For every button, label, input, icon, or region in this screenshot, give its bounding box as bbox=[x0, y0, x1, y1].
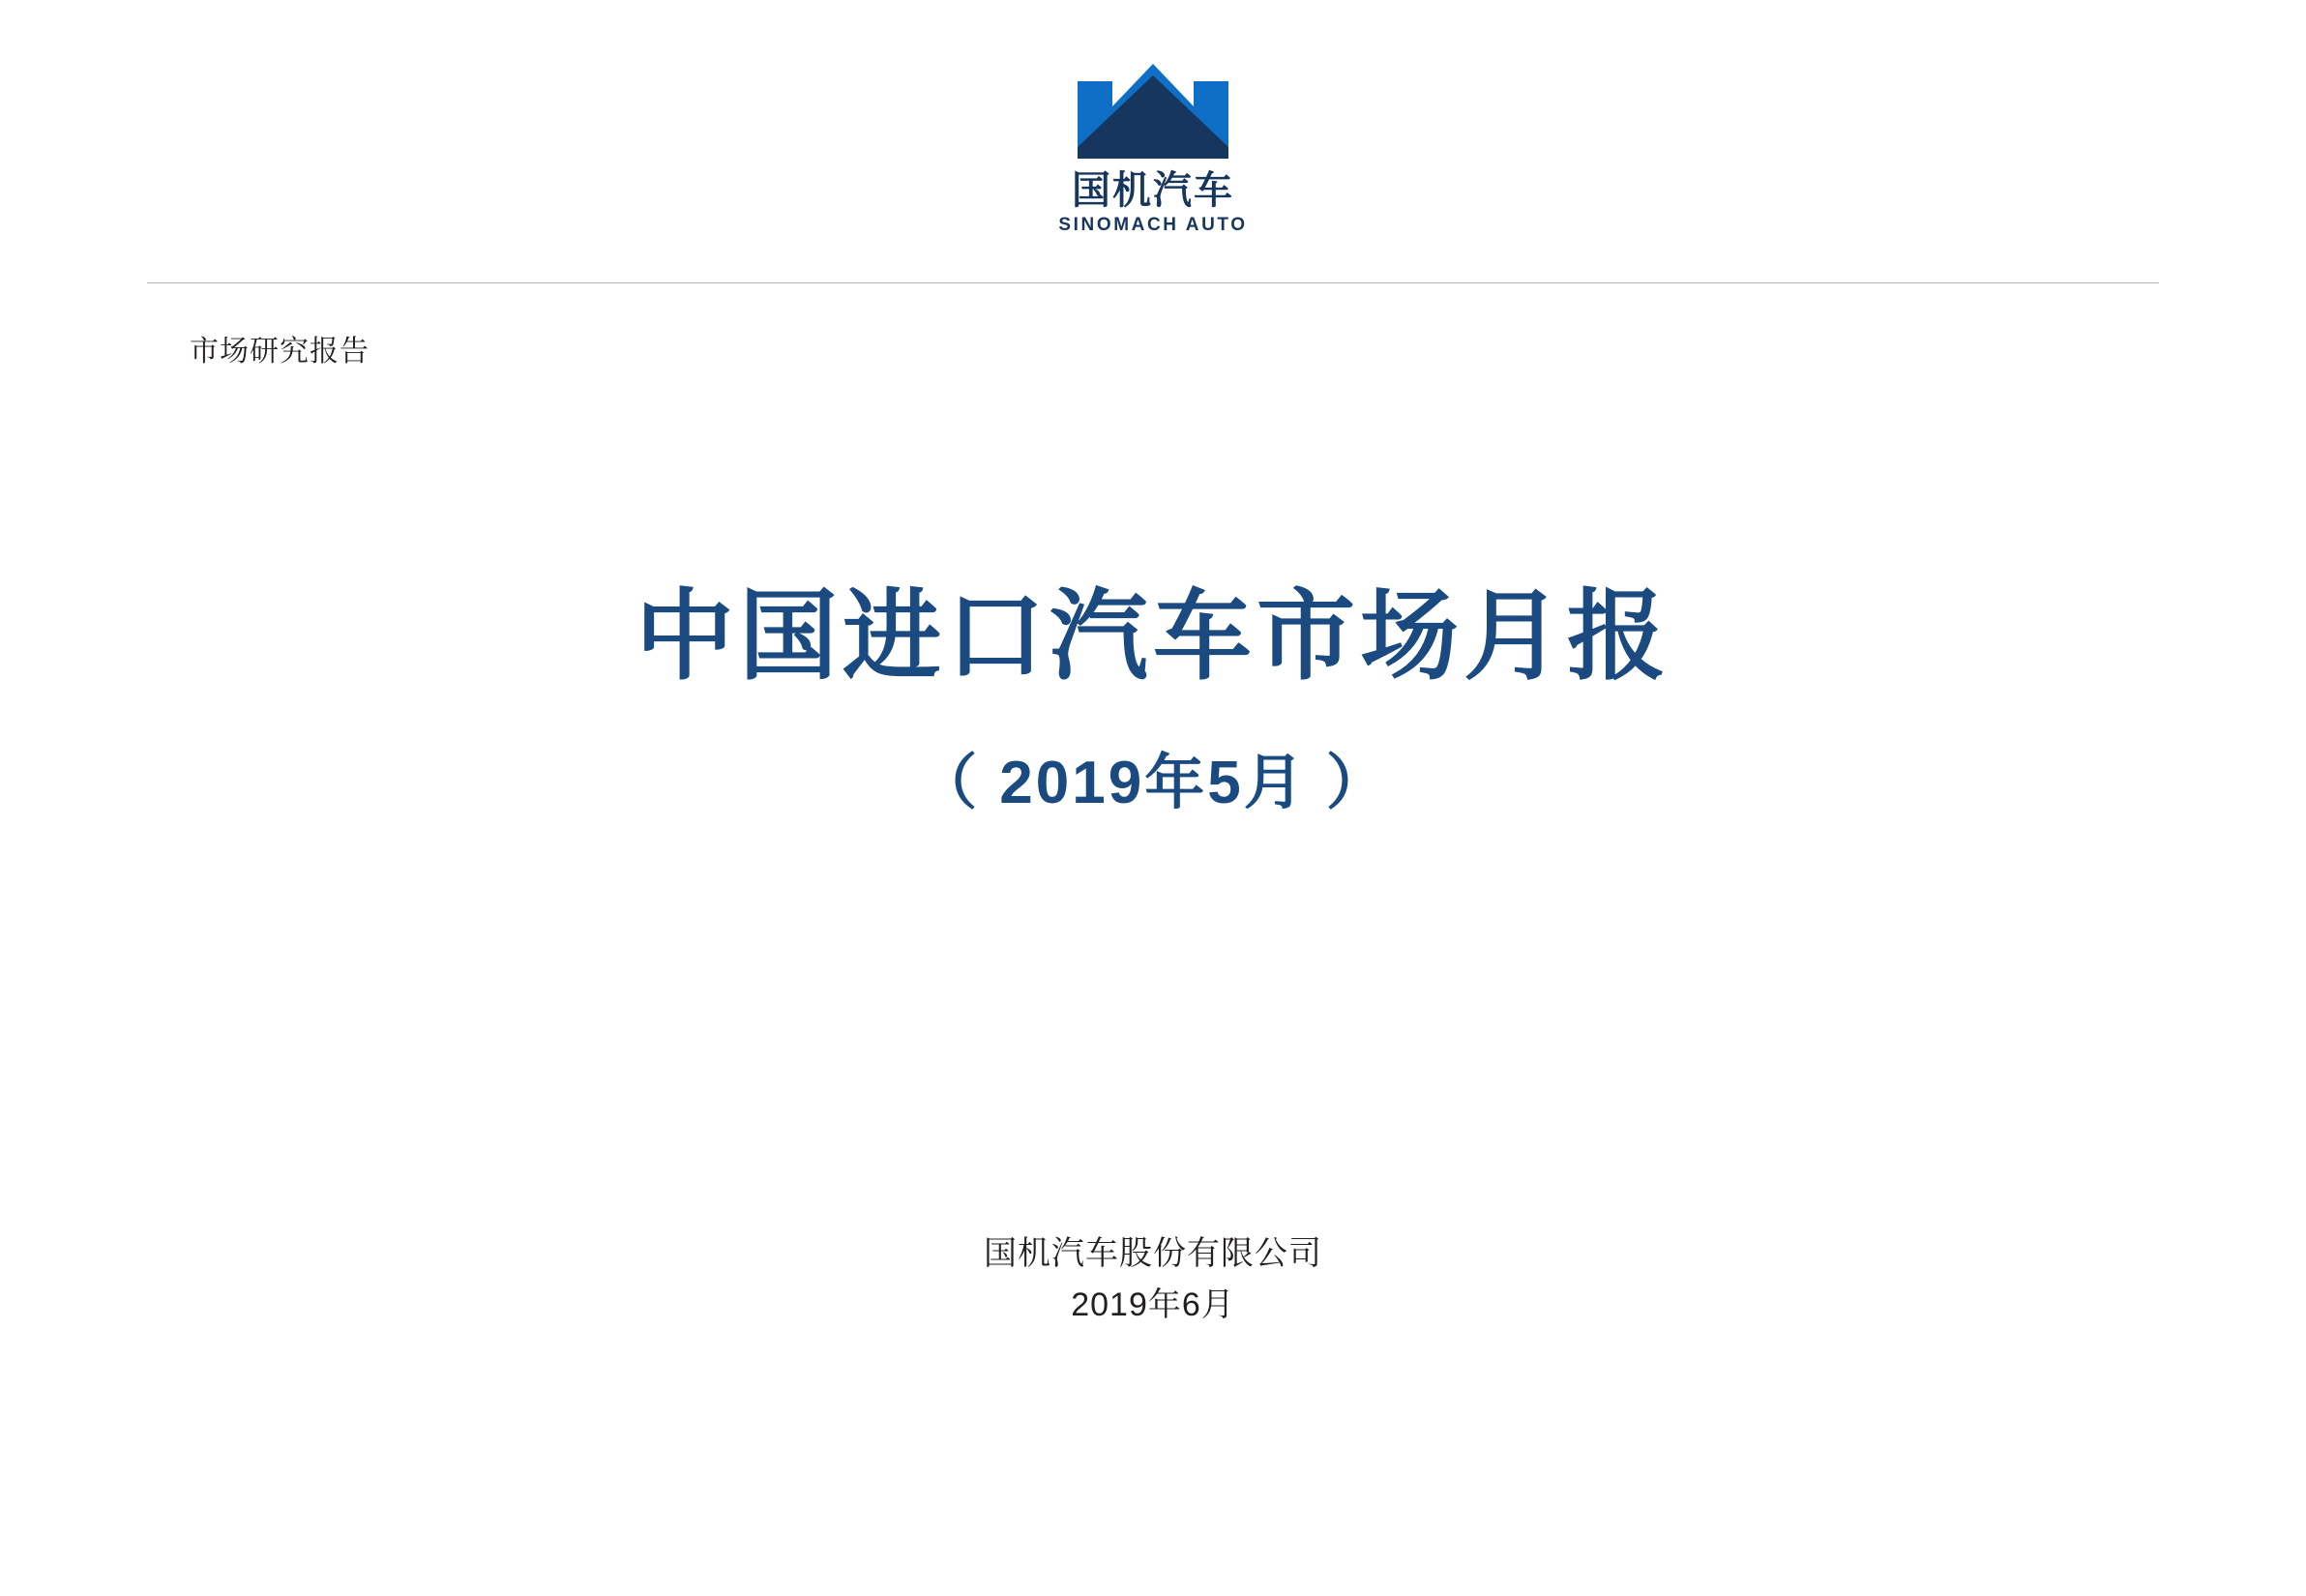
header-divider bbox=[147, 282, 2159, 283]
page-subtitle: （ 2019年5月 ） bbox=[917, 750, 1389, 817]
title-block bbox=[0, 580, 2306, 820]
footer-block bbox=[0, 1228, 2306, 1330]
page-title: 中国进口汽车市场月报 bbox=[636, 581, 1670, 692]
sinomach-auto-logo-mark bbox=[1070, 46, 1236, 163]
logo-block bbox=[0, 46, 2306, 236]
report-kicker: 市场研究报告 bbox=[190, 336, 370, 368]
logo-brand-en: SINOMACH AUTO bbox=[1058, 215, 1248, 235]
footer-company: 国机汽车股份有限公司 bbox=[984, 1235, 1322, 1272]
logo-brand-cn: 国机汽车 bbox=[1072, 169, 1234, 212]
footer-date: 2019年6月 bbox=[1071, 1286, 1235, 1323]
